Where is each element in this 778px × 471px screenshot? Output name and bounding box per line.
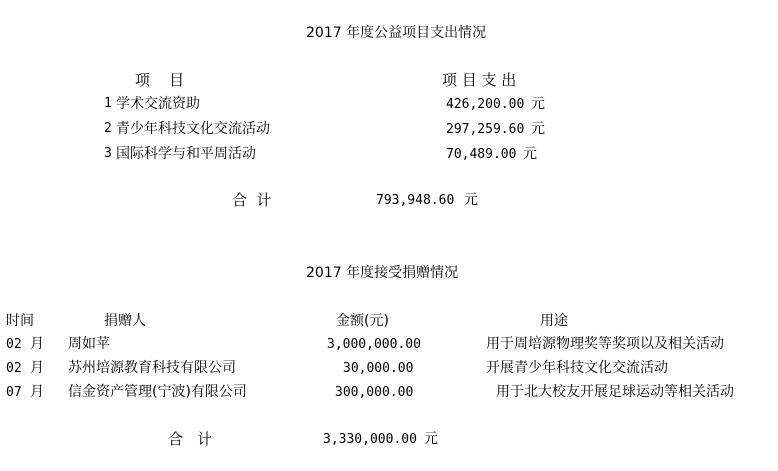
donation-row-amount: 3,000,000.00 — [327, 337, 421, 352]
donation-total-label: 合 计 — [168, 430, 213, 448]
donation-row-donor: 周如苹 — [68, 336, 110, 352]
donation-section-title: 2017 年度接受捐赠情况 — [306, 265, 459, 281]
donation-header-time: 时间 — [6, 313, 34, 329]
expense-total-unit: 元 — [464, 192, 478, 208]
donation-row-donor: 苏州培源教育科技有限公司 — [68, 360, 236, 376]
donation-row-purpose: 用于北大校友开展足球运动等相关活动 — [496, 384, 734, 400]
donation-row-month: 02 — [6, 361, 22, 376]
expense-row-unit: 元 — [523, 146, 537, 162]
donation-row-amount: 300,000.00 — [335, 385, 414, 400]
donation-row-amount: 30,000.00 — [343, 361, 414, 376]
donation-row-month-unit: 月 — [30, 360, 44, 376]
expense-header-amount: 项 目 支 出 — [442, 71, 517, 89]
expense-row-index: 3 — [104, 146, 112, 161]
donation-row-purpose: 用于周培源物理奖等奖项以及相关活动 — [486, 336, 724, 352]
expense-row-name: 青少年科技文化交流活动 — [116, 121, 270, 137]
donation-row-month: 07 — [6, 385, 22, 400]
donation-row-month: 02 — [6, 337, 22, 352]
expense-row-name: 学术交流资助 — [116, 96, 200, 112]
expense-row-unit: 元 — [531, 121, 545, 137]
expense-total-amount: 793,948.60 — [376, 193, 455, 208]
expense-row-amount: 70,489.00 — [446, 147, 517, 162]
expense-total-label: 合 计 — [232, 191, 272, 209]
expense-row-index: 2 — [104, 121, 112, 136]
donation-header-purpose: 用途 — [540, 313, 568, 329]
expense-row-name: 国际科学与和平周活动 — [116, 146, 256, 162]
expense-row-amount: 426,200.00 — [446, 97, 525, 112]
donation-row-month-unit: 月 — [30, 384, 44, 400]
expense-row-unit: 元 — [531, 96, 545, 112]
expense-header-item: 项 目 — [135, 71, 185, 89]
donation-header-amount: 金额(元) — [336, 313, 389, 329]
donation-header-donor: 捐赠人 — [104, 313, 146, 329]
donation-total-unit: 元 — [424, 431, 438, 447]
expense-row-index: 1 — [104, 96, 112, 111]
expense-section-title: 2017 年度公益项目支出情况 — [306, 25, 487, 41]
donation-row-purpose: 开展青少年科技文化交流活动 — [486, 360, 668, 376]
donation-total-amount: 3,330,000.00 — [323, 432, 417, 447]
donation-row-month-unit: 月 — [30, 336, 44, 352]
expense-row-amount: 297,259.60 — [446, 122, 525, 137]
donation-row-donor: 信金资产管理(宁波)有限公司 — [68, 384, 247, 400]
